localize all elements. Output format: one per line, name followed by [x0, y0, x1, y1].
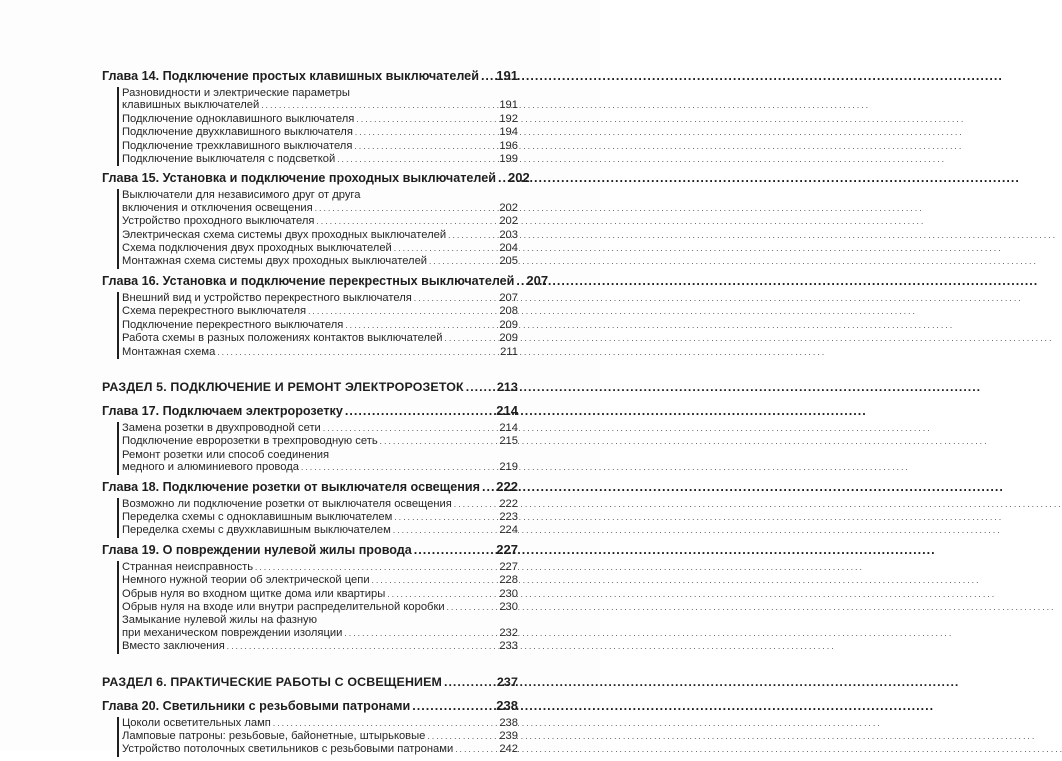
chapter-title: Глава 15. Установка и подключение проходных выключателей — [102, 171, 496, 186]
toc-entry[interactable] — [122, 640, 518, 653]
toc-entry[interactable] — [122, 730, 518, 743]
section-5-heading[interactable] — [102, 379, 518, 395]
page-number: 202 — [499, 201, 518, 214]
entry-title: Внешний вид и устройство перекрестного выключателя — [122, 291, 412, 304]
dot-leader — [273, 717, 497, 730]
dot-leader — [356, 113, 497, 126]
entry-title: Подключение выключателя с подсветкой — [122, 153, 336, 166]
entry-title: Обрыв нуля на входе или внутри распределительной коробки — [122, 600, 445, 613]
dot-leader — [414, 542, 495, 558]
entry-title: Устройство проходного выключателя — [122, 215, 315, 228]
dot-leader — [345, 403, 494, 419]
page-number: 233 — [499, 640, 518, 653]
chapter-17-heading[interactable] — [102, 403, 518, 419]
page-number: 223 — [499, 510, 518, 523]
toc-entry[interactable] — [122, 202, 518, 215]
dot-leader — [429, 255, 497, 268]
toc-entry[interactable] — [122, 292, 518, 305]
dot-leader — [444, 674, 495, 690]
entry-title: клавишных выключателей — [122, 99, 260, 112]
entry-title: при механическом повреждении изоляции — [122, 626, 343, 639]
entry-title: Возможно ли подключение розетки от выключателя освещения — [122, 497, 452, 510]
page-number: 191 — [499, 99, 518, 112]
entry-title: Вместо заключения — [122, 640, 225, 653]
toc-entry-lead: Ремонт розетки или способ соединения — [122, 448, 330, 461]
page-number: 199 — [499, 153, 518, 166]
dot-leader — [337, 153, 497, 166]
page-number: 219 — [499, 461, 518, 474]
dot-leader — [301, 461, 497, 474]
chapter-15-entries — [117, 189, 518, 268]
chapter-20-entries — [117, 717, 518, 757]
dot-leader — [217, 346, 498, 359]
dot-leader — [387, 588, 497, 601]
chapter-title: Глава 20. Светильники с резьбовыми патронами — [102, 698, 411, 713]
chapter-14-entries — [117, 87, 518, 166]
dot-leader — [447, 601, 498, 614]
toc-entry[interactable] — [122, 574, 518, 587]
entry-title: Электрическая схема системы двух проходных выключателей — [122, 228, 447, 241]
chapter-16-entries — [117, 292, 518, 359]
dot-leader — [516, 273, 524, 289]
dot-leader — [466, 379, 495, 395]
dot-leader — [344, 627, 497, 640]
chapter-18-entries — [117, 498, 518, 538]
entry-title: Подключение евророзетки в трехпроводную сеть — [122, 435, 378, 448]
dot-leader — [315, 202, 498, 215]
toc-entry-lead: Выключатели для независимого друг от друга — [122, 189, 361, 202]
dot-leader — [427, 730, 497, 743]
dot-leader — [308, 305, 497, 318]
page-number: 191 — [496, 68, 518, 83]
entry-title: медного и алюминиевого провода — [122, 461, 299, 474]
page-number: 202 — [507, 170, 530, 186]
toc-entry[interactable] — [122, 717, 518, 730]
chapter-title: Глава 16. Установка и подключение перекрестных выключателей — [102, 273, 515, 288]
page-number: 209 — [499, 332, 518, 345]
toc-entry[interactable] — [122, 601, 518, 614]
toc-entry[interactable] — [122, 743, 518, 756]
page-number: 213 — [496, 379, 518, 394]
dot-leader — [448, 229, 497, 242]
toc-entry[interactable] — [122, 461, 518, 474]
page-number: 238 — [496, 697, 518, 713]
chapter-title: Глава 14. Подключение простых клавишных выключателей — [102, 69, 479, 83]
toc-entry[interactable] — [122, 113, 518, 126]
entry-title: Подключение трехклавишного выключателя — [122, 139, 353, 152]
chapter-14-heading[interactable] — [102, 68, 518, 84]
entry-title: Устройство потолочных светильников с резьбовыми патронами — [122, 743, 454, 756]
section-6-heading[interactable] — [102, 674, 518, 690]
page-number: 209 — [499, 318, 518, 331]
entry-title: Монтажная схема системы двух проходных выключателей — [122, 255, 428, 268]
toc-entry[interactable] — [122, 498, 518, 511]
entry-title: Немного нужной теории об электрической цепи — [122, 574, 370, 587]
entry-title: Подключение двухклавишного выключателя — [122, 126, 353, 139]
page-number: 203 — [499, 228, 518, 241]
toc-entry[interactable] — [122, 319, 518, 332]
toc-entry[interactable] — [122, 126, 518, 139]
toc-entry[interactable] — [122, 524, 518, 537]
page-number: 194 — [499, 126, 518, 139]
toc-entry[interactable] — [122, 511, 518, 524]
section-title: РАЗДЕЛ 6. ПРАКТИЧЕСКИЕ РАБОТЫ С ОСВЕЩЕНИЕМ — [102, 674, 442, 689]
entry-title: включения и отключения освещения — [122, 201, 313, 214]
toc-entry[interactable] — [122, 229, 518, 242]
page-number: 204 — [499, 242, 518, 255]
page-number: 222 — [499, 497, 518, 510]
toc-entry[interactable] — [122, 99, 518, 112]
toc-entry[interactable] — [122, 346, 518, 359]
chapter-15-heading[interactable] — [102, 170, 530, 186]
page-number: 211 — [500, 345, 518, 358]
entry-title: Подключение перекрестного выключателя — [122, 318, 344, 331]
dot-leader — [414, 292, 498, 305]
page-number: 228 — [499, 574, 518, 587]
entry-title: Переделка схемы с одноклавишным выключателем — [122, 510, 393, 523]
page-number: 242 — [499, 743, 518, 756]
entry-title: Схема перекрестного выключателя — [122, 305, 307, 318]
toc-entry[interactable] — [122, 435, 518, 448]
entry-title: Ламповые патроны: резьбовые, байонетные, штырьковые — [122, 730, 426, 742]
dot-leader — [393, 524, 498, 537]
page-number: 207 — [526, 272, 549, 288]
dot-leader — [498, 170, 506, 186]
dot-leader — [481, 68, 494, 84]
dot-leader — [372, 574, 498, 587]
page-number: 232 — [499, 626, 518, 639]
dot-leader — [445, 332, 498, 345]
entry-title: Цоколи осветительных ламп — [122, 716, 271, 729]
dot-leader — [316, 215, 497, 228]
chapter-19-heading[interactable] — [102, 542, 518, 558]
entry-title: Схема подключения двух проходных выключателей — [122, 242, 392, 255]
toc-entry[interactable] — [122, 332, 518, 345]
dot-leader — [482, 479, 494, 495]
page-number: 214 — [496, 402, 518, 418]
spacer — [102, 363, 518, 379]
toc-entry[interactable] — [122, 305, 518, 318]
toc-entry[interactable] — [122, 242, 518, 255]
chapter-17-entries — [117, 422, 518, 475]
page-number: 208 — [499, 305, 518, 318]
dot-leader — [261, 99, 497, 112]
page-number: 230 — [499, 600, 518, 613]
chapter-16-heading[interactable] — [102, 272, 549, 289]
table-of-contents — [102, 66, 549, 761]
entry-title: Работа схемы в разных положениях контактов выключателей — [122, 332, 443, 345]
page-number: 238 — [499, 716, 518, 729]
dot-leader — [380, 435, 498, 448]
toc-entry[interactable] — [122, 588, 518, 601]
entry-title: Переделка схемы с двухклавишным выключателем — [122, 524, 391, 537]
dot-leader — [323, 422, 498, 435]
page-number: 205 — [499, 255, 518, 268]
page-number: 239 — [499, 730, 518, 742]
toc-entry-lead: Замыкание нулевой жилы на фазную — [122, 614, 318, 627]
page-number: 214 — [499, 421, 518, 434]
chapter-title: Глава 18. Подключение розетки от выключателя освещения — [102, 479, 480, 494]
toc-entry[interactable] — [122, 255, 518, 268]
toc-entry[interactable] — [122, 153, 518, 166]
chapter-20-heading[interactable] — [102, 698, 518, 714]
page-number: 192 — [499, 112, 518, 125]
page-number: 227 — [499, 560, 518, 573]
dot-leader — [412, 698, 494, 714]
page-number: 237 — [496, 674, 518, 689]
dot-leader — [455, 743, 497, 756]
page-number: 227 — [496, 541, 518, 557]
dot-leader — [227, 640, 498, 653]
page-number: 215 — [499, 435, 518, 448]
toc-entry[interactable] — [122, 561, 518, 574]
toc-entry[interactable] — [122, 140, 518, 153]
toc-entry[interactable] — [122, 215, 518, 228]
entry-title: Замена розетки в двухпроводной сети — [122, 421, 321, 434]
toc-entry[interactable] — [122, 422, 518, 435]
entry-title: Монтажная схема — [122, 345, 216, 358]
page-number: 224 — [499, 524, 518, 537]
section-title: РАЗДЕЛ 5. ПОДКЛЮЧЕНИЕ И РЕМОНТ ЭЛЕКТРОРОЗЕТОК — [102, 379, 464, 394]
chapter-18-heading[interactable] — [102, 479, 518, 495]
page-number: 222 — [496, 478, 518, 494]
dot-leader — [354, 140, 497, 153]
dot-leader — [255, 561, 497, 574]
dot-leader — [394, 511, 497, 524]
page-number: 230 — [499, 587, 518, 600]
dot-leader — [454, 498, 497, 511]
toc-entry[interactable] — [122, 627, 518, 640]
page-number: 196 — [499, 139, 518, 152]
chapter-title: Глава 17. Подключаем электророзетку — [102, 403, 343, 418]
entry-title: Обрыв нуля во входном щитке дома или квартиры — [122, 587, 386, 600]
entry-title: Странная неисправность — [122, 560, 254, 573]
page-number: 207 — [499, 291, 518, 304]
dot-leader — [355, 126, 497, 139]
entry-title: Подключение одноклавишного выключателя — [122, 112, 355, 125]
toc-entry-lead: Разновидности и электрические параметры — [122, 87, 350, 99]
chapter-title: Глава 19. О повреждении нулевой жилы провода — [102, 542, 412, 557]
chapter-19-entries — [117, 561, 518, 654]
dot-leader — [394, 242, 498, 255]
dot-leader — [345, 319, 497, 332]
page-number: 202 — [499, 215, 518, 228]
spacer — [102, 658, 518, 674]
